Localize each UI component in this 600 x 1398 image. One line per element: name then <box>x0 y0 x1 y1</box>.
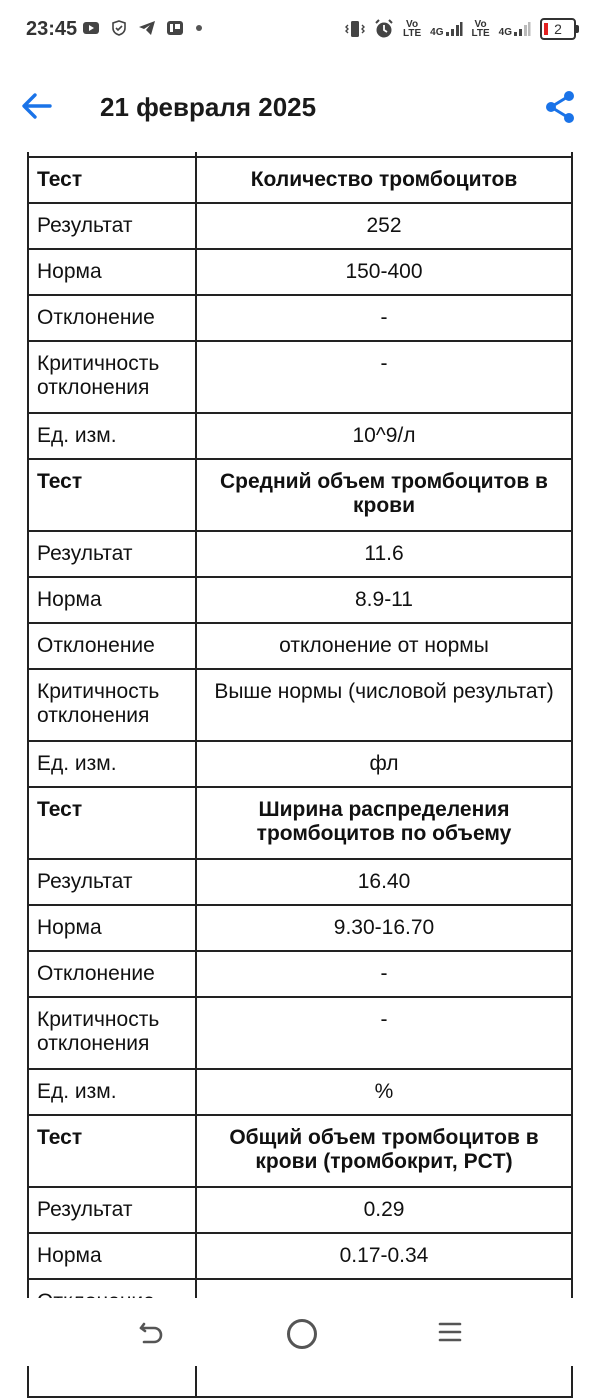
row-label: Норма <box>28 577 196 623</box>
test-name: Ширина распределения тромбоцитов по объему <box>196 787 572 859</box>
shield-icon <box>110 20 128 36</box>
table-row <box>28 249 572 295</box>
test-name: Общий объем тромбоцитов в крови (тромбокрит, PCT) <box>196 1115 572 1187</box>
row-value: 0.29 <box>196 1187 572 1233</box>
table-row <box>28 1233 572 1279</box>
test-label: Тест <box>28 1115 196 1187</box>
battery-icon: 2 <box>540 18 576 40</box>
table-row <box>28 157 572 203</box>
volte-indicator-2: Vo LTE <box>471 19 490 39</box>
share-icon[interactable] <box>544 90 576 124</box>
nav-home-icon[interactable] <box>287 1319 317 1349</box>
app-icon <box>166 20 184 36</box>
row-label: Отклонение <box>28 623 196 669</box>
system-icons <box>345 18 576 40</box>
table-row <box>28 859 572 905</box>
page-title: 21 февраля 2025 <box>100 92 317 122</box>
nav-recents-icon[interactable] <box>438 1320 462 1344</box>
row-value: 150-400 <box>196 249 572 295</box>
telegram-icon <box>138 20 156 36</box>
table-row <box>28 459 572 531</box>
row-label: Норма <box>28 249 196 295</box>
table-row <box>28 577 572 623</box>
row-value: Выше нормы (числовой результат) <box>196 669 572 741</box>
table-row <box>28 741 572 787</box>
table-row <box>28 295 572 341</box>
test-name: Средний объем тромбоцитов в крови <box>196 459 572 531</box>
table-row <box>28 1115 572 1187</box>
row-value: - <box>196 341 572 413</box>
table-row <box>28 905 572 951</box>
row-label: Ед. изм. <box>28 413 196 459</box>
signal-icon <box>445 21 463 37</box>
row-value: 252 <box>196 203 572 249</box>
vibrate-icon <box>345 20 365 38</box>
row-label: Результат <box>28 531 196 577</box>
nav-back-icon[interactable] <box>138 1320 164 1346</box>
row-value: 9.30-16.70 <box>196 905 572 951</box>
row-label: Норма <box>28 905 196 951</box>
row-label: Результат <box>28 203 196 249</box>
table-row <box>28 203 572 249</box>
signal-icon <box>513 21 531 37</box>
row-value: 8.9-11 <box>196 577 572 623</box>
row-label: Отклонение <box>28 951 196 997</box>
row-value: - <box>196 951 572 997</box>
dot-icon <box>194 20 212 36</box>
row-label: Отклонение <box>28 295 196 341</box>
table-row <box>28 997 572 1069</box>
row-value: 10^9/л <box>196 413 572 459</box>
table-row <box>28 951 572 997</box>
row-value: - <box>196 295 572 341</box>
signal-4g-2: 4G <box>499 21 531 37</box>
table-row <box>28 1187 572 1233</box>
row-value: % <box>196 1069 572 1115</box>
table-row <box>28 669 572 741</box>
results-table-viewport[interactable] <box>27 152 574 1298</box>
back-arrow-icon[interactable] <box>20 89 54 123</box>
row-value: 16.40 <box>196 859 572 905</box>
youtube-icon <box>82 20 100 36</box>
table-row <box>28 787 572 859</box>
row-value: 11.6 <box>196 531 572 577</box>
test-label: Тест <box>28 157 196 203</box>
row-label: Норма <box>28 1233 196 1279</box>
alarm-icon <box>374 19 394 39</box>
system-nav-bar <box>0 1298 600 1366</box>
notification-icons <box>82 20 212 36</box>
app-bar <box>0 62 600 152</box>
row-value: - <box>196 997 572 1069</box>
volte-indicator-1: Vo LTE <box>403 19 422 39</box>
row-label: Критичность отклонения <box>28 669 196 741</box>
status-bar <box>0 0 600 62</box>
row-label: Результат <box>28 1187 196 1233</box>
status-time: 23:45 <box>26 18 78 40</box>
row-label: Критичность отклонения <box>28 341 196 413</box>
table-row <box>28 623 572 669</box>
table-row <box>28 413 572 459</box>
signal-4g-1: 4G <box>430 21 462 37</box>
row-label: Ед. изм. <box>28 1069 196 1115</box>
row-value: 0.17-0.34 <box>196 1233 572 1279</box>
test-label: Тест <box>28 787 196 859</box>
test-label: Тест <box>28 459 196 531</box>
test-name: Количество тромбоцитов <box>196 157 572 203</box>
table-row <box>28 1069 572 1115</box>
results-table <box>27 152 573 1398</box>
row-label: Критичность отклонения <box>28 997 196 1069</box>
row-label: Ед. изм. <box>28 741 196 787</box>
row-value: фл <box>196 741 572 787</box>
row-value: отклонение от нормы <box>196 623 572 669</box>
row-label: Результат <box>28 859 196 905</box>
table-row <box>28 531 572 577</box>
table-row <box>28 341 572 413</box>
